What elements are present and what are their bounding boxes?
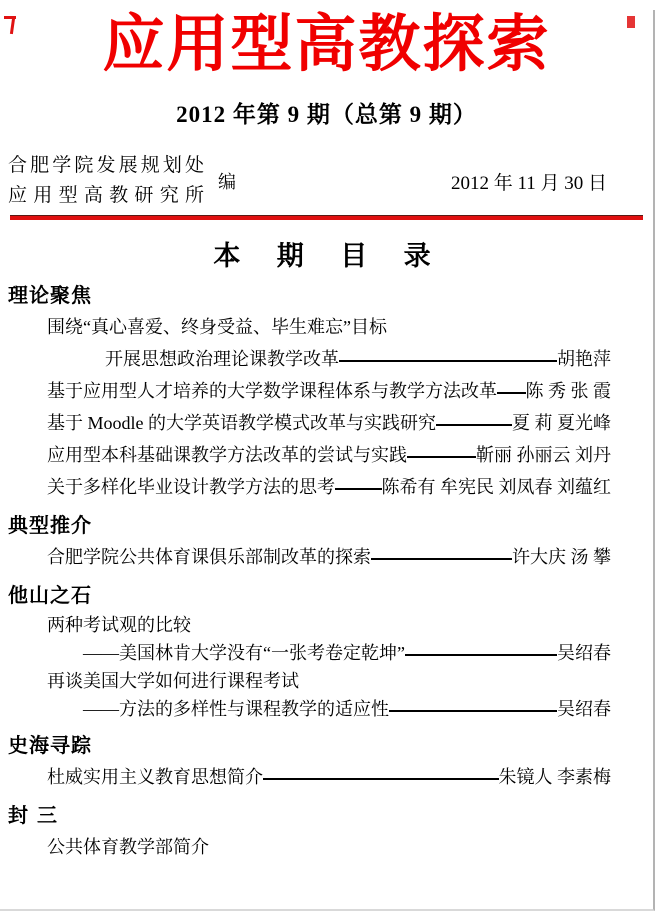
toc-entry — [0, 831, 653, 863]
leader-line — [263, 778, 499, 780]
document-page — [0, 10, 655, 911]
entry-title: 应用型本科基础课教学方法改革的尝试与实践 — [47, 445, 407, 465]
entry-title: 两种考试观的比较 — [47, 615, 191, 635]
editor-label: 编 — [218, 172, 236, 192]
entry-title: ——美国林肯大学没有“一张考卷定乾坤” — [83, 643, 405, 663]
entry-authors: 吴绍春 — [557, 699, 611, 719]
leader-line — [497, 392, 526, 394]
scan-artifact-top-right — [627, 16, 635, 28]
toc-entry — [0, 407, 653, 439]
toc-section-heading: 封 三 — [8, 803, 58, 827]
entry-authors: 陈希有 牟宪民 刘凤春 刘蕴红 — [381, 477, 611, 497]
entry-title: 关于多样化毕业设计教学方法的思考 — [47, 477, 335, 497]
toc-entry — [0, 375, 653, 407]
toc-section-heading: 典型推介 — [8, 513, 92, 537]
toc-entry — [0, 541, 653, 573]
entry-title: 基于 Moodle 的大学英语教学模式改革与实践研究 — [47, 413, 436, 433]
leader-line — [389, 710, 557, 712]
issue-date: 2012 年 11 月 30 日 — [450, 172, 607, 194]
leader-line — [335, 488, 382, 490]
toc-section-heading: 史海寻踪 — [8, 733, 92, 757]
entry-title: 开展思想政治理论课教学改革 — [105, 349, 339, 369]
entry-authors: 许大庆 汤 攀 — [512, 547, 611, 567]
toc-rows — [0, 283, 653, 863]
toc-entry — [0, 695, 653, 723]
issue-number-line: 2012 年第 9 期（总第 9 期） — [176, 102, 477, 127]
masthead-row — [8, 151, 653, 211]
toc-section-heading: 他山之石 — [8, 583, 92, 607]
entry-authors: 靳丽 孙丽云 刘丹 — [476, 445, 611, 465]
entry-authors: 胡艳萍 — [557, 349, 611, 369]
entry-authors: 夏 莉 夏光峰 — [512, 413, 611, 433]
toc-entry — [0, 439, 653, 471]
toc-entry — [0, 761, 653, 793]
entry-title: 杜威实用主义教育思想简介 — [47, 767, 263, 787]
publisher-line-1: 合肥学院发展规划处 — [8, 155, 204, 176]
entry-authors: 朱镜人 李素梅 — [498, 767, 611, 787]
toc-heading: 本 期 目 录 — [213, 241, 440, 272]
entry-title: 基于应用型人才培养的大学数学课程体系与教学方法改革 — [47, 381, 497, 401]
entry-authors: 吴绍春 — [557, 643, 611, 663]
toc-entry — [0, 311, 653, 343]
entry-title: 合肥学院公共体育课俱乐部制改革的探索 — [47, 547, 371, 567]
scan-artifact-top-left — [4, 14, 18, 36]
entry-title: 公共体育教学部简介 — [47, 837, 209, 857]
leader-line — [436, 424, 512, 426]
publisher-line-2: 应用型高教研究所 — [8, 185, 204, 206]
journal-title: 应用型高教探索 — [102, 11, 551, 79]
toc-entry — [0, 343, 653, 375]
toc-entry — [0, 667, 653, 695]
toc-section-heading: 理论聚焦 — [8, 283, 92, 307]
toc-entry — [0, 639, 653, 667]
entry-title: ——方法的多样性与课程教学的适应性 — [83, 699, 389, 719]
entry-title: 围绕“真心喜爱、终身受益、毕生难忘”目标 — [47, 317, 387, 337]
entry-authors: 陈 秀 张 霞 — [525, 381, 611, 401]
leader-line — [339, 360, 557, 362]
leader-line — [405, 654, 557, 656]
leader-line — [407, 456, 476, 458]
toc-entry — [0, 611, 653, 639]
entry-title: 再谈美国大学如何进行课程考试 — [47, 671, 299, 691]
leader-line — [371, 558, 512, 560]
publisher-block — [8, 151, 204, 211]
toc-entry — [0, 471, 653, 503]
red-divider-rule — [10, 215, 643, 220]
